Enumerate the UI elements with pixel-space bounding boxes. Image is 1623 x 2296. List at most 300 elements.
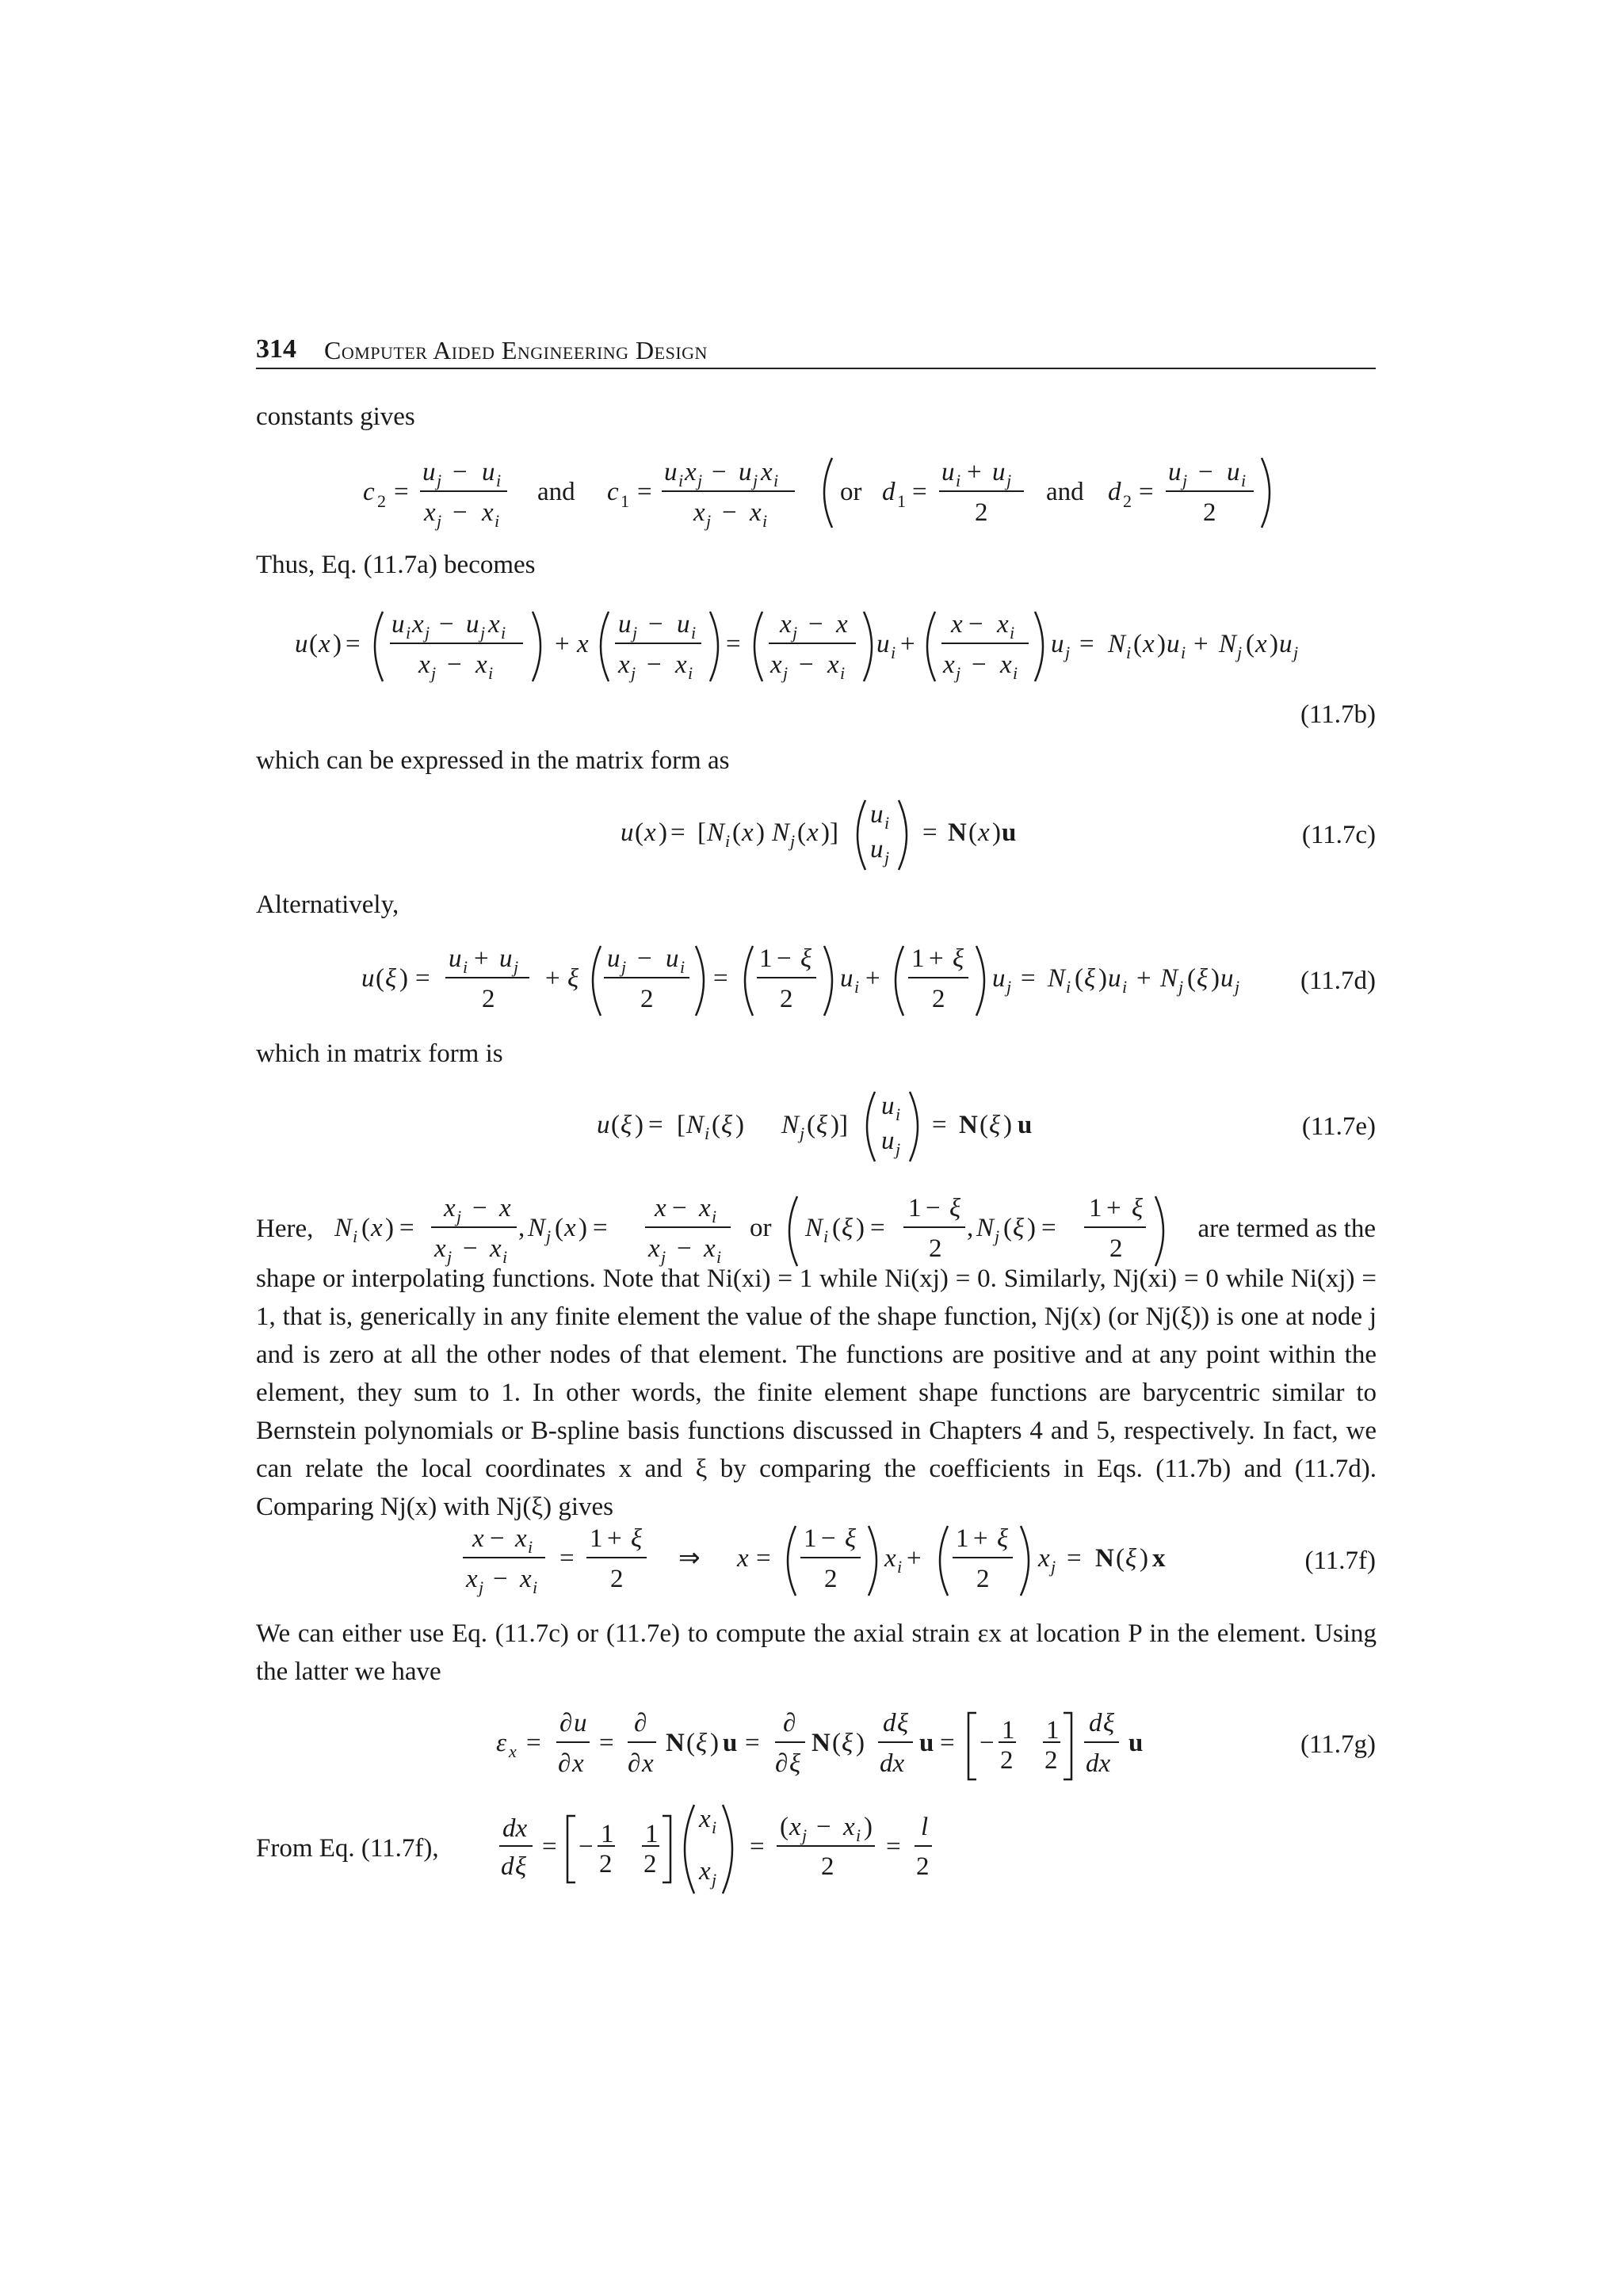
- svg-text:): ): [756, 818, 765, 847]
- svg-text:i: i: [680, 957, 685, 977]
- text-from-eq: From Eq. (11.7f),: [256, 1834, 439, 1863]
- svg-text:(: (: [361, 1214, 370, 1242]
- svg-text:i: i: [502, 1247, 508, 1267]
- svg-text:[: [: [677, 1111, 685, 1139]
- svg-text:j: j: [802, 1825, 808, 1845]
- svg-text:x: x: [737, 1544, 749, 1573]
- svg-text:j: j: [712, 1870, 717, 1890]
- svg-text:i: i: [896, 1104, 901, 1124]
- text-constants-gives: constants gives: [256, 402, 415, 431]
- svg-text:i: i: [488, 663, 494, 683]
- svg-text:∂: ∂: [634, 1709, 647, 1737]
- text-matrix-form: which can be expressed in the matrix form as: [256, 746, 730, 775]
- svg-text:2: 2: [1109, 1234, 1123, 1263]
- svg-text:u: u: [607, 944, 621, 973]
- svg-text:j: j: [1293, 643, 1299, 662]
- svg-text:j: j: [1182, 471, 1188, 490]
- svg-text:−: −: [579, 1833, 594, 1861]
- svg-text:=: =: [394, 478, 409, 506]
- svg-text:2: 2: [599, 1850, 613, 1878]
- svg-text:x: x: [499, 1194, 511, 1222]
- svg-text:u: u: [466, 610, 479, 639]
- svg-text:x: x: [780, 610, 792, 639]
- svg-text:): ): [856, 1214, 865, 1242]
- svg-text:N: N: [334, 1214, 353, 1242]
- svg-text:j: j: [956, 663, 961, 683]
- svg-text:(: (: [1075, 964, 1083, 993]
- svg-text:i: i: [891, 643, 896, 662]
- svg-text:i: i: [1126, 643, 1132, 662]
- svg-text:j: j: [546, 1226, 552, 1246]
- svg-text:j: j: [480, 623, 486, 643]
- svg-text:i: i: [856, 1825, 861, 1845]
- svg-text:x: x: [675, 650, 687, 679]
- svg-text:∂: ∂: [775, 1749, 789, 1778]
- svg-text:−: −: [637, 944, 652, 973]
- svg-text:j: j: [800, 1123, 805, 1143]
- svg-text:x: x: [648, 1234, 660, 1263]
- svg-text:=: =: [1139, 478, 1154, 506]
- svg-text:): ): [1003, 1111, 1012, 1139]
- svg-text:i: i: [406, 623, 411, 643]
- svg-text:i: i: [773, 471, 779, 490]
- svg-text:): ): [1157, 630, 1166, 658]
- svg-text:x: x: [412, 610, 424, 639]
- svg-text:i: i: [854, 977, 860, 997]
- svg-text:2: 2: [1123, 491, 1132, 511]
- word-and-1: and: [537, 478, 575, 506]
- svg-text:−: −: [453, 458, 468, 486]
- svg-text:u: u: [1002, 818, 1017, 847]
- svg-text:−: −: [493, 1565, 508, 1593]
- svg-text:(: (: [635, 818, 643, 847]
- svg-text:u: u: [618, 610, 632, 639]
- svg-text:j: j: [437, 511, 442, 531]
- svg-text:N: N: [1160, 964, 1178, 993]
- svg-text:u: u: [1128, 1729, 1144, 1757]
- svg-text:(: (: [780, 1813, 789, 1841]
- svg-text:u: u: [482, 458, 495, 486]
- svg-text:ξ: ξ: [385, 964, 397, 993]
- svg-text:x: x: [884, 1544, 896, 1573]
- svg-text:1: 1: [759, 944, 773, 973]
- svg-text:x: x: [997, 610, 1009, 639]
- svg-text:u: u: [1168, 458, 1182, 486]
- svg-text:=: =: [726, 630, 741, 658]
- svg-text:(: (: [797, 818, 806, 847]
- svg-text:u: u: [840, 964, 854, 993]
- svg-text:=: =: [940, 1729, 955, 1757]
- svg-text:−: −: [980, 1729, 995, 1757]
- svg-text:∂: ∂: [628, 1749, 641, 1778]
- svg-text:j: j: [631, 663, 636, 683]
- svg-text:x: x: [618, 650, 630, 679]
- svg-text:x: x: [655, 1194, 666, 1222]
- svg-text:(: (: [980, 1111, 988, 1139]
- svg-text:x: x: [807, 818, 819, 847]
- svg-text:ξ: ξ: [897, 1709, 909, 1737]
- svg-text:u: u: [574, 1709, 587, 1737]
- svg-text:ξ: ξ: [989, 1111, 1001, 1139]
- svg-text:i: i: [897, 1557, 903, 1577]
- svg-text:x: x: [1255, 630, 1267, 658]
- svg-text:): ): [659, 818, 667, 847]
- svg-text:x: x: [490, 1234, 502, 1263]
- svg-text:−: −: [447, 650, 462, 679]
- svg-text:u: u: [666, 944, 679, 973]
- svg-text:i: i: [884, 813, 890, 833]
- svg-text:j: j: [1006, 977, 1012, 997]
- svg-text:2: 2: [643, 1850, 657, 1878]
- svg-text:l: l: [921, 1813, 929, 1841]
- svg-text:i: i: [712, 1207, 717, 1226]
- svg-text:1: 1: [1002, 1716, 1015, 1745]
- svg-text:j: j: [706, 511, 712, 531]
- svg-text:j: j: [1006, 471, 1012, 490]
- svg-text:,: ,: [518, 1214, 525, 1242]
- svg-text:x: x: [482, 498, 494, 527]
- svg-text:i: i: [956, 471, 961, 490]
- svg-text:x: x: [572, 1749, 584, 1778]
- text-alternatively: Alternatively,: [256, 891, 399, 919]
- svg-text:x: x: [704, 1234, 716, 1263]
- svg-text:i: i: [1241, 471, 1247, 490]
- svg-text:d: d: [1089, 1709, 1102, 1737]
- svg-text:u: u: [597, 1111, 610, 1139]
- svg-text:j: j: [1235, 977, 1240, 997]
- svg-text:i: i: [533, 1577, 538, 1597]
- svg-text:N: N: [781, 1111, 800, 1139]
- svg-text:c: c: [607, 478, 619, 506]
- eq-number-11-7b: (11.7b): [1300, 700, 1376, 729]
- svg-text:ξ: ξ: [1197, 964, 1209, 993]
- svg-text:(: (: [611, 1111, 620, 1139]
- svg-text:=: =: [870, 1214, 885, 1242]
- svg-text:x: x: [488, 610, 500, 639]
- svg-text:j: j: [425, 623, 430, 643]
- svg-text:2: 2: [975, 498, 988, 527]
- svg-text:u: u: [739, 458, 752, 486]
- svg-text:ξ: ξ: [997, 1524, 1009, 1553]
- svg-text:x: x: [699, 1805, 711, 1833]
- svg-text:=: =: [670, 818, 685, 847]
- svg-text:−: −: [453, 498, 468, 527]
- svg-text:2: 2: [932, 985, 945, 1013]
- svg-text:1: 1: [1089, 1194, 1102, 1222]
- svg-text:2: 2: [482, 985, 495, 1013]
- svg-text:ξ: ξ: [789, 1749, 801, 1778]
- svg-text:ξ: ξ: [696, 1729, 708, 1757]
- svg-text:+: +: [973, 1524, 988, 1553]
- svg-text:)]: )]: [831, 1111, 848, 1139]
- svg-text:−: −: [647, 650, 662, 679]
- svg-text:2: 2: [916, 1852, 930, 1881]
- svg-text:(: (: [686, 1729, 695, 1757]
- svg-text:x: x: [1143, 630, 1155, 658]
- svg-text:j: j: [792, 623, 798, 643]
- svg-text:u: u: [422, 458, 436, 486]
- svg-text:u: u: [1279, 630, 1293, 658]
- svg-text:): ): [1211, 964, 1220, 993]
- svg-text:ξ: ξ: [816, 1111, 828, 1139]
- word-and-2: and: [1046, 478, 1084, 506]
- svg-text:ξ: ξ: [1125, 1544, 1137, 1573]
- svg-text:): ): [385, 1214, 394, 1242]
- svg-text:j: j: [896, 1139, 901, 1159]
- svg-text:): ): [992, 818, 1001, 847]
- svg-text:−: −: [490, 1524, 505, 1553]
- svg-text:−: −: [439, 610, 454, 639]
- svg-text:u: u: [1051, 630, 1064, 658]
- svg-text:x: x: [444, 1194, 456, 1222]
- svg-text:1: 1: [601, 1820, 614, 1848]
- svg-text:=: =: [713, 964, 728, 993]
- svg-text:u: u: [677, 610, 690, 639]
- svg-text:x: x: [418, 650, 430, 679]
- svg-text:2: 2: [780, 985, 793, 1013]
- svg-text:x: x: [434, 1234, 446, 1263]
- svg-text:i: i: [1013, 663, 1018, 683]
- svg-text:j: j: [884, 848, 890, 868]
- svg-text:ξ: ξ: [949, 1194, 961, 1222]
- svg-text:): ): [635, 1111, 643, 1139]
- svg-text:N: N: [805, 1214, 823, 1242]
- svg-text:(: (: [1246, 630, 1254, 658]
- svg-text:x: x: [836, 610, 848, 639]
- svg-text:N: N: [707, 818, 725, 847]
- svg-text:x: x: [1000, 650, 1012, 679]
- svg-text:(: (: [1116, 1544, 1125, 1573]
- svg-text:N: N: [528, 1214, 546, 1242]
- svg-text:j: j: [456, 1207, 462, 1226]
- svg-text:−: −: [799, 650, 814, 679]
- svg-text:x: x: [770, 650, 782, 679]
- svg-text:x: x: [685, 458, 697, 486]
- svg-text:): ): [710, 1729, 719, 1757]
- svg-text:u: u: [499, 944, 513, 973]
- svg-text:−: −: [821, 1524, 836, 1553]
- svg-text:d: d: [501, 1852, 514, 1881]
- svg-text:+: +: [545, 964, 560, 993]
- svg-text:i: i: [1066, 977, 1071, 997]
- svg-text:(: (: [807, 1111, 815, 1139]
- svg-text:−: −: [722, 498, 737, 527]
- svg-text:): ): [579, 1214, 587, 1242]
- svg-text:−: −: [968, 610, 983, 639]
- svg-text:ξ: ξ: [515, 1852, 527, 1881]
- svg-text:u: u: [881, 1092, 895, 1120]
- svg-text:i: i: [823, 1226, 829, 1246]
- svg-text:2: 2: [821, 1852, 834, 1881]
- eq-number-11-7e: (11.7e): [1301, 1112, 1376, 1141]
- svg-text:j: j: [783, 663, 789, 683]
- svg-text:x: x: [424, 498, 436, 527]
- svg-text:ξ: ξ: [567, 964, 579, 993]
- svg-text:x: x: [564, 1214, 576, 1242]
- svg-text:−: −: [712, 458, 727, 486]
- svg-text:N: N: [666, 1729, 685, 1757]
- svg-text:+: +: [900, 630, 915, 658]
- svg-text:): ): [399, 964, 408, 993]
- svg-text:2: 2: [1044, 1746, 1058, 1775]
- svg-text:+: +: [555, 630, 570, 658]
- svg-text:ε: ε: [496, 1729, 507, 1757]
- svg-text:i: i: [688, 663, 693, 683]
- svg-text:=: =: [346, 630, 361, 658]
- svg-text:ξ: ξ: [621, 1111, 632, 1139]
- svg-text:x: x: [644, 818, 656, 847]
- svg-text:=: =: [399, 1214, 414, 1242]
- text-are-termed: are termed as the: [1197, 1215, 1376, 1243]
- svg-text:=: =: [593, 1214, 608, 1242]
- svg-text:2: 2: [377, 491, 386, 511]
- svg-text:ξ: ξ: [1132, 1194, 1144, 1222]
- svg-text:−: −: [648, 610, 663, 639]
- svg-text:i: i: [495, 511, 500, 531]
- svg-text:x: x: [577, 630, 589, 658]
- svg-text:−: −: [777, 944, 792, 973]
- svg-text:u: u: [1167, 630, 1180, 658]
- svg-text:u: u: [992, 458, 1006, 486]
- svg-text:N: N: [1108, 630, 1126, 658]
- svg-text:u: u: [449, 944, 462, 973]
- svg-text:i: i: [353, 1226, 358, 1246]
- svg-text:x: x: [520, 1565, 532, 1593]
- svg-text:1: 1: [911, 944, 925, 973]
- svg-text:u: u: [870, 800, 884, 829]
- svg-text:x: x: [642, 1749, 654, 1778]
- svg-text:+: +: [907, 1544, 922, 1573]
- svg-text:x: x: [943, 650, 955, 679]
- svg-text:N: N: [812, 1729, 831, 1757]
- svg-text:u: u: [664, 458, 678, 486]
- svg-text:(: (: [309, 630, 318, 658]
- svg-text:=: =: [1067, 1544, 1082, 1573]
- svg-text:x: x: [699, 1857, 711, 1886]
- svg-text:u: u: [941, 458, 955, 486]
- svg-text:=: =: [599, 1729, 614, 1757]
- svg-text:x: x: [789, 1813, 801, 1841]
- svg-text:j: j: [1065, 643, 1071, 662]
- svg-text:=: =: [542, 1833, 557, 1861]
- svg-text:i: i: [725, 831, 731, 851]
- svg-text:=: =: [1041, 1214, 1056, 1242]
- svg-text:): ): [864, 1813, 873, 1841]
- svg-text:x: x: [761, 458, 773, 486]
- svg-text:j: j: [1051, 1557, 1056, 1577]
- svg-text:ξ: ξ: [631, 1524, 643, 1553]
- eq-number-11-7f: (11.7f): [1304, 1547, 1376, 1575]
- svg-text:u: u: [621, 818, 634, 847]
- word-or-2: or: [750, 1214, 772, 1242]
- svg-text:⇒: ⇒: [678, 1544, 701, 1573]
- svg-text:): ): [1270, 630, 1278, 658]
- svg-text:−: −: [672, 1194, 687, 1222]
- svg-text:i: i: [678, 471, 684, 490]
- svg-text:2: 2: [610, 1565, 624, 1593]
- svg-text:1: 1: [804, 1524, 817, 1553]
- svg-text:(: (: [968, 818, 977, 847]
- svg-text:u: u: [295, 630, 308, 658]
- svg-text:(: (: [832, 1729, 841, 1757]
- svg-text:x: x: [466, 1565, 478, 1593]
- svg-text:+: +: [929, 944, 944, 973]
- svg-text:j: j: [621, 957, 627, 977]
- svg-text:+: +: [967, 458, 982, 486]
- svg-text:x: x: [699, 1194, 711, 1222]
- svg-text:x: x: [1152, 1544, 1166, 1573]
- svg-text:2: 2: [1203, 498, 1216, 527]
- svg-text:∂: ∂: [558, 1749, 571, 1778]
- svg-text:=: =: [1021, 964, 1036, 993]
- svg-text:j: j: [437, 471, 442, 490]
- svg-text:)]: )]: [821, 818, 838, 847]
- svg-text:x: x: [509, 1741, 517, 1761]
- svg-text:−: −: [926, 1194, 941, 1222]
- svg-text:−: −: [463, 1234, 478, 1263]
- svg-text:j: j: [514, 957, 519, 977]
- svg-text:−: −: [816, 1813, 831, 1841]
- svg-text:ξ: ξ: [845, 1524, 857, 1553]
- svg-text:u: u: [992, 964, 1006, 993]
- svg-text:∂: ∂: [559, 1709, 573, 1737]
- svg-text:N: N: [686, 1111, 705, 1139]
- svg-text:ξ: ξ: [842, 1729, 854, 1757]
- svg-text:j: j: [431, 663, 437, 683]
- text-matrix-form-is: which in matrix form is: [256, 1039, 503, 1068]
- svg-text:ξ: ξ: [1013, 1214, 1025, 1242]
- svg-text:i: i: [705, 1123, 710, 1143]
- svg-text:2: 2: [976, 1565, 990, 1593]
- svg-text:=: =: [922, 818, 938, 847]
- svg-text:u: u: [1220, 964, 1234, 993]
- svg-text:=: =: [648, 1111, 663, 1139]
- svg-text:j: j: [447, 1247, 453, 1267]
- svg-text:j: j: [479, 1577, 484, 1597]
- svg-text:(: (: [1187, 964, 1196, 993]
- svg-text:N: N: [959, 1111, 978, 1139]
- svg-text:j: j: [697, 471, 703, 490]
- svg-text:dx: dx: [880, 1749, 905, 1778]
- svg-text:1: 1: [908, 1194, 922, 1222]
- svg-text:[: [: [697, 818, 706, 847]
- svg-text:(: (: [555, 1214, 563, 1242]
- svg-text:=: =: [932, 1111, 947, 1139]
- svg-text:): ): [1098, 964, 1107, 993]
- svg-text:=: =: [886, 1833, 901, 1861]
- svg-text:1: 1: [897, 491, 906, 511]
- svg-text:d: d: [1108, 478, 1121, 506]
- svg-text:N: N: [1219, 630, 1237, 658]
- svg-text:−: −: [677, 1234, 692, 1263]
- svg-text:): ): [1140, 1544, 1148, 1573]
- svg-text:2: 2: [929, 1234, 942, 1263]
- svg-text:x: x: [750, 498, 762, 527]
- svg-text:(: (: [712, 1111, 720, 1139]
- svg-text:u: u: [881, 1127, 895, 1155]
- svg-text:=: =: [750, 1833, 765, 1861]
- svg-text:1: 1: [1046, 1716, 1060, 1745]
- svg-text:2: 2: [640, 985, 654, 1013]
- svg-text:dx: dx: [1086, 1749, 1111, 1778]
- svg-text:−: −: [1198, 458, 1213, 486]
- svg-text:j: j: [632, 623, 638, 643]
- svg-text:): ): [856, 1729, 865, 1757]
- svg-text:x: x: [693, 498, 705, 527]
- svg-text:(: (: [1133, 630, 1142, 658]
- svg-text:i: i: [463, 957, 468, 977]
- svg-text:=: =: [526, 1729, 541, 1757]
